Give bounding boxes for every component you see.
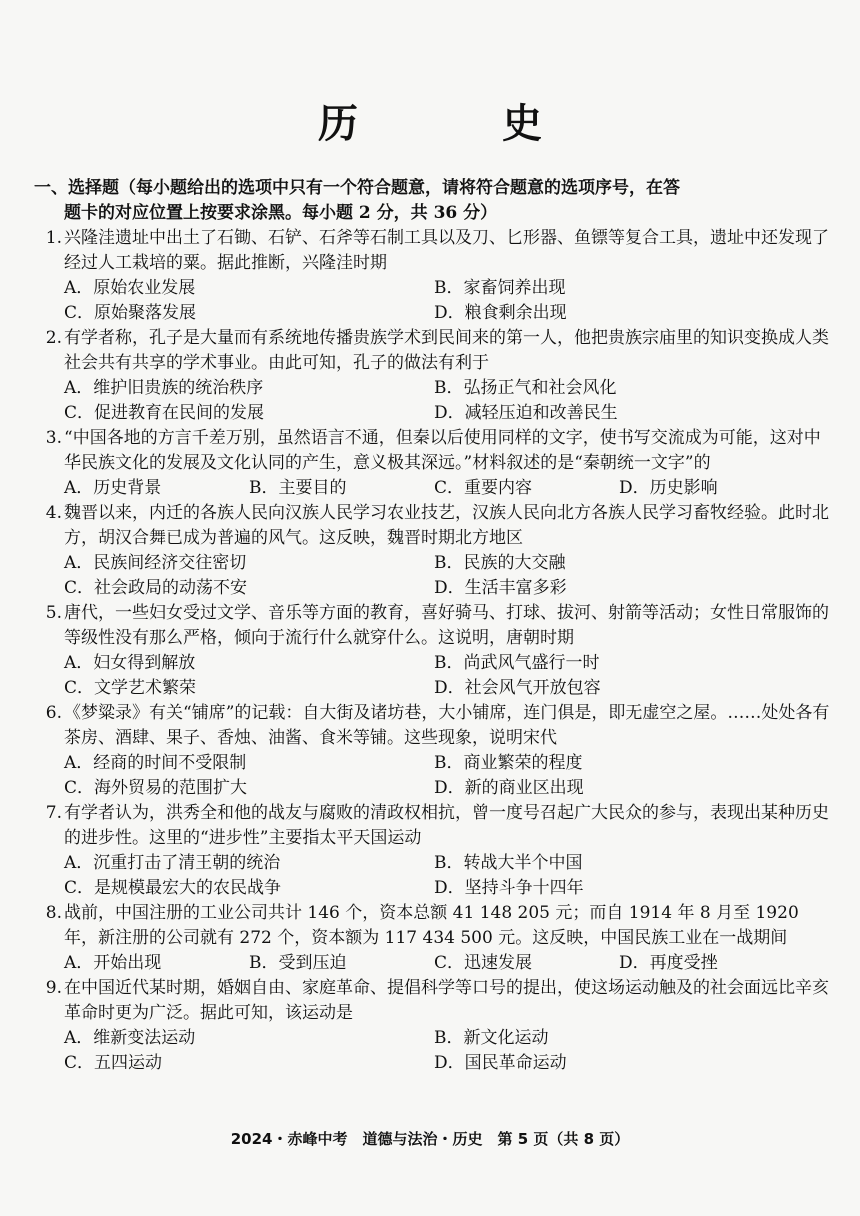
option-d: D．坚持斗争十四年 (434, 878, 584, 898)
page-footer: 2024・赤峰中考 道德与法治・历史 第 5 页（共 8 页） (230, 1130, 630, 1148)
question-7 (34, 801, 834, 901)
question-stem (34, 501, 834, 551)
question-stem (34, 226, 834, 276)
option-a: A．历史背景 (64, 478, 162, 498)
question-6 (34, 701, 834, 801)
question-2 (34, 326, 834, 426)
option-c: C．原始聚落发展 (64, 303, 197, 323)
question-number: 2. (45, 328, 62, 348)
option-c: C．海外贸易的范围扩大 (64, 778, 248, 798)
question-8 (34, 901, 834, 976)
option-b: B．尚武风气盛行一时 (434, 653, 600, 673)
option-c: C．迅速发展 (434, 953, 533, 973)
question-list (34, 226, 834, 1076)
question-text: “中国各地的方言千差万别，虽然语言不通，但秦以后使用同样的文字，使书写交流成为可能，这对中华民族文化的发展及文化认同的产生，意义极其深远。”材料叙述的是“秦朝统一文字”的 (64, 428, 821, 473)
question-number: 7. (45, 803, 62, 823)
option-d: D．历史影响 (619, 478, 718, 498)
section-heading-line2: 题卡的对应位置上按要求涂黑。每小题 2 分，共 36 分） (64, 203, 498, 223)
question-stem (34, 976, 834, 1026)
question-3 (34, 426, 834, 501)
option-d: D．粮食剩余出现 (434, 303, 567, 323)
option-b: B．家畜饲养出现 (434, 278, 566, 298)
question-text: 有学者认为，洪秀全和他的战友与腐败的清政权相抗，曾一度号召起广大民众的参与，表现出某种历史的进步性。这里的“进步性”主要指太平天国运动 (64, 803, 829, 848)
option-group (34, 651, 834, 701)
option-group (34, 751, 834, 801)
option-d: D．社会风气开放包容 (434, 678, 601, 698)
option-group (34, 376, 834, 426)
option-b: B．弘扬正气和社会风化 (434, 378, 617, 398)
question-stem (34, 701, 834, 751)
question-stem (34, 801, 834, 851)
option-c: C．是规模最宏大的农民战争 (64, 878, 282, 898)
question-number: 6. (45, 703, 62, 723)
question-number: 5. (45, 603, 62, 623)
option-b: B．民族的大交融 (434, 553, 566, 573)
question-stem (34, 426, 834, 476)
option-d: D．减轻压迫和改善民生 (434, 403, 618, 423)
section-heading-line1: 一、选择题（每小题给出的选项中只有一个符合题意，请将符合题意的选项序号，在答 (34, 178, 680, 198)
option-group (34, 551, 834, 601)
option-b: B．商业繁荣的程度 (434, 753, 583, 773)
question-text: 战前，中国注册的工业公司共计 146 个，资本总额 41 148 205 元；而自 1914 年 8 月至 1920 年，新注册的公司就有 272 个，资本额为 117 434 500 元。这反映，中国民族工业在一战期间 (64, 903, 799, 948)
option-c: C．社会政局的动荡不安 (64, 578, 248, 598)
option-b: B．主要目的 (249, 478, 347, 498)
option-group (34, 951, 834, 976)
option-d: D．生活丰富多彩 (434, 578, 567, 598)
section-heading (34, 176, 834, 226)
option-d: D．再度受挫 (619, 953, 718, 973)
option-a: A．维护旧贵族的统治秩序 (64, 378, 264, 398)
question-9 (34, 976, 834, 1076)
option-group (34, 476, 834, 501)
question-4 (34, 501, 834, 601)
option-c: C．促进教育在民间的发展 (64, 403, 265, 423)
page-title: 历 史 (318, 101, 594, 147)
option-a: A．原始农业发展 (64, 278, 196, 298)
option-b: B．新文化运动 (434, 1028, 549, 1048)
option-a: A．妇女得到解放 (64, 653, 196, 673)
option-a: A．维新变法运动 (64, 1028, 196, 1048)
option-a: A．民族间经济交往密切 (64, 553, 247, 573)
option-c: C．五四运动 (64, 1053, 163, 1073)
question-number: 8. (45, 903, 62, 923)
option-d: D．新的商业区出现 (434, 778, 584, 798)
question-text: 兴隆洼遗址中出土了石锄、石铲、石斧等石制工具以及刀、匕形器、鱼镖等复合工具，遗址中还发现了经过人工栽培的粟。据此推断，兴隆洼时期 (64, 228, 829, 273)
question-stem (34, 601, 834, 651)
question-text: 魏晋以来，内迁的各族人民向汉族人民学习农业技艺，汉族人民向北方各族人民学习畜牧经验。此时北方，胡汉合舞已成为普遍的风气。这反映，魏晋时期北方地区 (64, 503, 829, 548)
question-number: 1. (45, 228, 62, 248)
option-group (34, 276, 834, 326)
question-1 (34, 226, 834, 326)
option-b: B．受到压迫 (249, 953, 347, 973)
question-number: 4. (45, 503, 62, 523)
option-b: B．转战大半个中国 (434, 853, 583, 873)
question-number: 3. (45, 428, 62, 448)
question-number: 9. (45, 978, 62, 998)
question-5 (34, 601, 834, 701)
question-text: 有学者称，孔子是大量而有系统地传播贵族学术到民间来的第一人，他把贵族宗庙里的知识变换成人类社会共有共享的学术事业。由此可知，孔子的做法有利于 (64, 328, 829, 373)
option-d: D．国民革命运动 (434, 1053, 567, 1073)
question-stem (34, 326, 834, 376)
option-a: A．经商的时间不受限制 (64, 753, 247, 773)
question-text: 在中国近代某时期，婚姻自由、家庭革命、提倡科学等口号的提出，使这场运动触及的社会面远比辛亥革命时更为广泛。据此可知，该运动是 (64, 978, 829, 1023)
question-text: 唐代，一些妇女受过文学、音乐等方面的教育，喜好骑马、打球、拔河、射箭等活动；女性日常服饰的等级性没有那么严格，倾向于流行什么就穿什么。这说明，唐朝时期 (64, 603, 829, 648)
question-text: 《梦粱录》有关“铺席”的记载：自大街及诸坊巷，大小铺席，连门俱是，即无虚空之屋。……处处各有茶房、酒肆、果子、香烛、油酱、食米等铺。这些现象，说明宋代 (64, 703, 830, 748)
option-c: C．重要内容 (434, 478, 533, 498)
option-c: C．文学艺术繁荣 (64, 678, 197, 698)
option-a: A．沉重打击了清王朝的统治 (64, 853, 281, 873)
option-group (34, 851, 834, 901)
option-a: A．开始出现 (64, 953, 162, 973)
question-stem (34, 901, 834, 951)
option-group (34, 1026, 834, 1076)
